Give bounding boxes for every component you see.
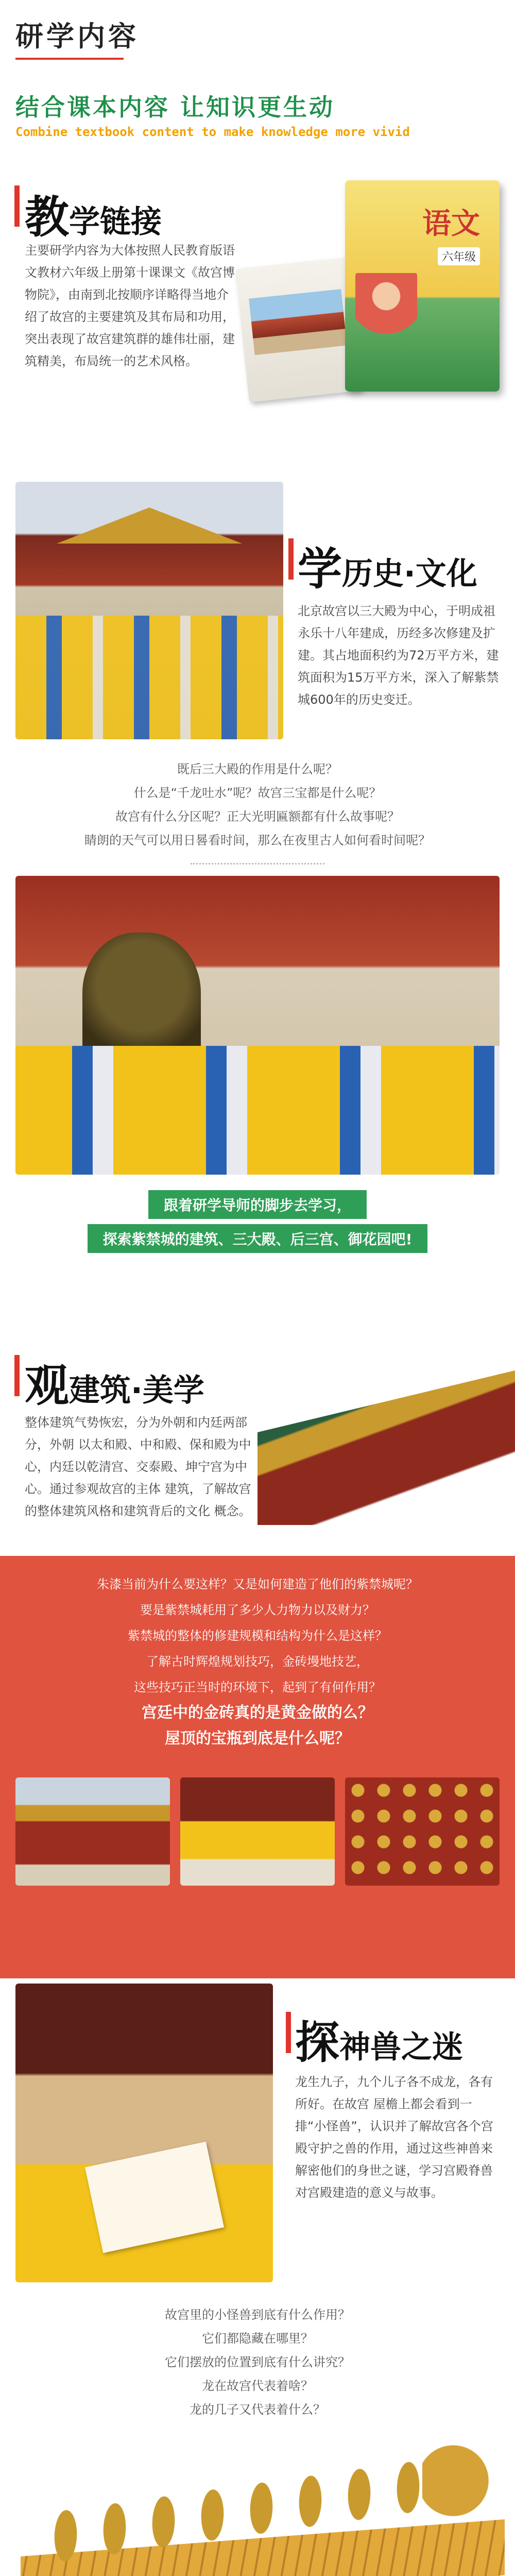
door-studs-photo bbox=[345, 1777, 500, 1886]
section-architecture bbox=[0, 1329, 515, 1978]
section-body: 龙生九子，九个儿子各不成龙，各有所好。在故宫 屋檐上都会看到一排“小怪兽”，认识并了解故宫各个宫殿守护之兽的作用，通过这些神兽来解密他们的身世之谜，学习宫殿脊兽对宫殿建造的意义与故事。 bbox=[295, 2075, 493, 2200]
section-title-rest: 神兽之迷 bbox=[339, 2029, 463, 2065]
question-item: 要是紫禁城耗用了多少人力物力以及财力？ bbox=[140, 1603, 375, 1617]
textbook-grade: 六年级 bbox=[438, 247, 480, 265]
question-item: 朱漆当前为什么要这样？又是如何建造了他们的紫禁城呢？ bbox=[97, 1577, 418, 1591]
section-title-big-char: 观 bbox=[25, 1360, 69, 1412]
reading-girl-photo bbox=[15, 1984, 273, 2282]
highlight-question: 屋顶的宝瓶到底是什么呢？ bbox=[165, 1730, 350, 1748]
section-title-rest: 学链接 bbox=[69, 204, 162, 240]
section-body: 主要研学内容为大体按照人民教育版语文教材六年级上册第十课课文《故宫博物院》，由南到北按顺序详略得当地介绍了故宫的主要建筑及其布局和功用，突出表现了故宫建筑群的雄伟壮丽，建筑精美，布局统一的艺术风格。 bbox=[25, 243, 235, 368]
textbook-cover-image bbox=[345, 180, 500, 392]
question-item: 它们都隐藏在哪里？ bbox=[202, 2331, 313, 2346]
section-title bbox=[25, 1350, 204, 1414]
section-title-big-char: 学 bbox=[298, 544, 342, 595]
palace-gate-photo bbox=[15, 1777, 170, 1886]
section-title-big-char: 探 bbox=[295, 2017, 339, 2069]
question-item: 龙的几子又代表着什么？ bbox=[190, 2402, 325, 2417]
section-title bbox=[25, 181, 162, 245]
palace-roof bbox=[46, 507, 252, 544]
section-teaching-link bbox=[0, 170, 515, 459]
question-list bbox=[21, 1571, 494, 1752]
header-subtitle-en: Combine textbook content to make knowledge more vivid bbox=[15, 125, 410, 139]
section-body: 北京故宫以三大殿为中心，于明成祖永乐十八年建成，历经多次修建及扩建。其占地面积约为72万平方米，建筑面积为15万平方米，深入了解紫禁城600年的历史变迁。 bbox=[298, 604, 499, 707]
student-group bbox=[15, 616, 283, 739]
question-item: 龙在故宫代表着啥？ bbox=[202, 2379, 313, 2393]
question-item: 紫禁城的整体的修建规模和结构为什么是这样？ bbox=[128, 1629, 387, 1643]
section-history-culture bbox=[0, 469, 515, 1345]
question-item: 故宫有什么分区呢？正大光明匾额都有什么故事呢？ bbox=[115, 809, 400, 824]
dragon-ornament bbox=[422, 2437, 500, 2524]
palace-eaves-image bbox=[258, 1370, 515, 1525]
page-title: 研学内容 bbox=[15, 20, 139, 53]
textbook-title: 语文 bbox=[422, 207, 480, 241]
section-title-bar bbox=[14, 185, 20, 227]
roof-beasts-image bbox=[21, 2437, 505, 2576]
question-item: 这些技巧正当时的环境下，起到了有何作用？ bbox=[134, 1680, 381, 1694]
title-underline bbox=[15, 58, 124, 60]
highlight-question: 宫廷中的金砖真的是黄金做的么？ bbox=[142, 1704, 373, 1722]
book-photo bbox=[249, 289, 347, 355]
question-item: 睛朗的天气可以用日晷看时间，那么在夜里古人如何看时间呢？ bbox=[84, 833, 431, 848]
question-item: 它们摆放的位置到底有什么讲究？ bbox=[165, 2355, 350, 2369]
section-mythical-beasts bbox=[0, 1984, 515, 2576]
divider bbox=[191, 863, 324, 865]
section-title-big-char: 教 bbox=[25, 192, 69, 243]
question-list bbox=[31, 757, 484, 852]
section-title-bar bbox=[286, 2012, 291, 2053]
question-list bbox=[31, 2303, 484, 2421]
section-title-bar bbox=[14, 1355, 20, 1396]
children-doorway-photo bbox=[180, 1777, 335, 1886]
handbook bbox=[85, 2142, 224, 2253]
textbook-illustration bbox=[355, 273, 417, 350]
header-subtitle: 结合课本内容 让知识更生动 bbox=[15, 93, 335, 121]
header bbox=[0, 0, 515, 155]
question-item: 既后三大殿的作用是什么呢？ bbox=[177, 762, 338, 776]
section-title-rest: 建筑·美学 bbox=[69, 1372, 204, 1409]
question-item: 故宫里的小怪兽到底有什么作用？ bbox=[165, 2308, 350, 2322]
question-item: 了解古时辉煌规划技巧，金砖墁地技艺， bbox=[146, 1654, 369, 1669]
section-title bbox=[295, 2007, 463, 2071]
question-item: 什么是“千龙吐水”呢？故宫三宝都是什么呢？ bbox=[133, 786, 382, 800]
bronze-lion-photo bbox=[15, 876, 500, 1175]
photo-caption bbox=[0, 1190, 515, 1253]
red-question-panel bbox=[0, 1556, 515, 1978]
section-title-bar bbox=[288, 538, 294, 580]
section-title-rest: 历史·文化 bbox=[342, 556, 477, 592]
book-spread-image bbox=[235, 257, 362, 402]
section-body: 整体建筑气势恢宏，分为外朝和内廷两部分，外朝 以太和殿、中和殿、保和殿为中心，内廷以乾清宫、交泰殿、坤宁宫为中心。通过参观故宫的主体 建筑，了解故宫的整体建筑风格和建筑背后的文化 概念。 bbox=[25, 1415, 251, 1518]
children-group bbox=[15, 1046, 500, 1175]
section-title bbox=[298, 533, 477, 597]
caption-line-1: 跟着研学导师的脚步去学习， bbox=[148, 1190, 367, 1219]
caption-line-2: 探索紫禁城的建筑、三大殿、后三宫、御花园吧! bbox=[88, 1224, 428, 1253]
palace-group-photo bbox=[15, 482, 283, 739]
